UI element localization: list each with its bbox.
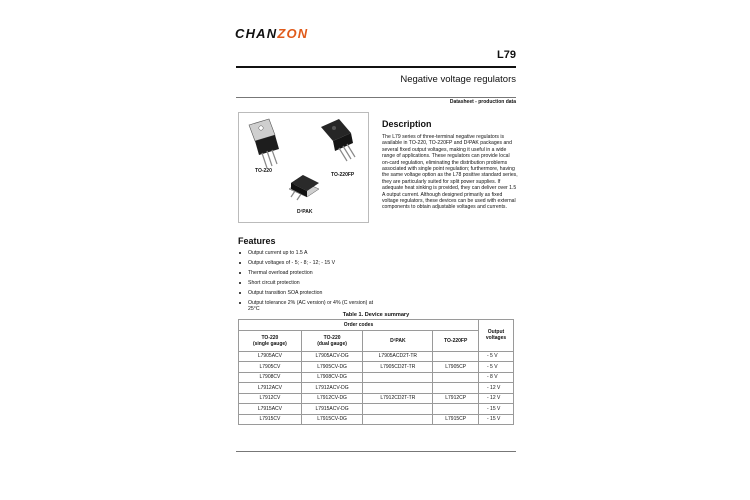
table-cell: L7905CD2T-TR — [363, 362, 433, 373]
to220fp-label: TO-220FP — [331, 172, 355, 178]
table-cell: L7912CV-DG — [301, 393, 363, 404]
table-cell: L7915CV-DG — [301, 414, 363, 425]
table-cell: - 5 V — [479, 351, 514, 362]
feature-item: Output transition SOA protection — [236, 290, 376, 296]
d2pak-label: D²PAK — [297, 209, 313, 215]
table-cell: L7908CV — [239, 372, 302, 383]
table-cell — [363, 383, 433, 394]
table-cell: - 5 V — [479, 362, 514, 373]
order-codes-header: Order codes — [239, 320, 479, 331]
feature-item: Output voltages of - 5; - 8; - 12; - 15 V — [236, 260, 376, 266]
table-cell — [363, 404, 433, 415]
to220-dual-header: TO-220 (dual gauge) — [301, 330, 363, 351]
table-row — [239, 383, 514, 394]
table-row — [239, 414, 514, 425]
description-text: The L79 series of three-terminal negative regulators is available in TO-220, TO-220FP and D²PAK packages and several fixed output voltages, making it useful in a wide range of applications. These regulators can provide local on-card regulation, eliminating the distribution problems associated with single point regulation; furthermore, having the same voltage option as the L78 positive standard series, they are particularly suited for split power supplies. If adequate heat sinking is provided, they can deliver over 1.5 A output current. Although designed primarily as fixed voltage regulators, these devices can be used with external components to obtain adjustable voltages and currents. — [382, 134, 518, 211]
table-row — [239, 351, 514, 362]
output-voltages-header: Output voltages — [479, 320, 514, 352]
table-cell: - 12 V — [479, 393, 514, 404]
table-cell: L7912CP — [433, 393, 479, 404]
table-cell: L7905CV — [239, 362, 302, 373]
part-number: L79 — [497, 49, 516, 61]
table-cell: - 8 V — [479, 372, 514, 383]
table-cell: L7905ACV-DG — [301, 351, 363, 362]
to220fp-package-image — [321, 119, 355, 161]
table-cell — [433, 372, 479, 383]
to220-package-image — [249, 119, 279, 168]
table-row — [239, 372, 514, 383]
device-summary-table — [238, 319, 514, 425]
table-cell: L7912ACV-DG — [301, 383, 363, 394]
table-cell: L7905CV-DG — [301, 362, 363, 373]
to220fp-header: TO-220FP — [433, 330, 479, 351]
feature-item: Short circuit protection — [236, 280, 376, 286]
table-row — [239, 393, 514, 404]
feature-item: Output tolerance 2% (AC version) or 4% (C version) at 25°C — [236, 300, 376, 312]
to220-label: TO-220 — [255, 168, 272, 174]
header-rule — [236, 66, 516, 68]
to220-single-header: TO-220 (single gauge) — [239, 330, 302, 351]
d2pak-header: D²PAK — [363, 330, 433, 351]
table-cell — [363, 372, 433, 383]
table-cell: L7905ACV — [239, 351, 302, 362]
table-cell: L7912CV — [239, 393, 302, 404]
table-row — [239, 404, 514, 415]
d2pak-package-image — [289, 175, 319, 200]
table-cell — [363, 414, 433, 425]
table-cell: L7912CD2T-TR — [363, 393, 433, 404]
feature-item: Thermal overload protection — [236, 270, 376, 276]
features-list — [236, 250, 376, 316]
table-cell: L7905CP — [433, 362, 479, 373]
table-cell: L7912ACV — [239, 383, 302, 394]
feature-item: Output current up to 1.5 A — [236, 250, 376, 256]
description-heading: Description — [382, 119, 432, 129]
table-cell: L7908CV-DG — [301, 372, 363, 383]
table-row — [239, 362, 514, 373]
table-cell: - 15 V — [479, 404, 514, 415]
table-cell — [433, 383, 479, 394]
datasheet-page — [228, 8, 524, 492]
package-images — [238, 112, 369, 223]
table-cell: L7915ACV-DG — [301, 404, 363, 415]
table-cell: - 15 V — [479, 414, 514, 425]
table-cell: L7915CP — [433, 414, 479, 425]
table-cell: L7905ACD2T-TR — [363, 351, 433, 362]
table-cell — [433, 351, 479, 362]
table-cell: L7915CV — [239, 414, 302, 425]
table-cell — [433, 404, 479, 415]
brand-logo: CHANZON — [235, 26, 309, 41]
table-cell: L7915ACV — [239, 404, 302, 415]
subtitle-rule — [236, 97, 516, 98]
features-heading: Features — [238, 236, 276, 246]
table-caption: Table 1. Device summary — [342, 312, 410, 318]
table-cell: - 12 V — [479, 383, 514, 394]
document-type: Datasheet - production data — [449, 99, 516, 105]
document-subtitle: Negative voltage regulators — [400, 74, 516, 85]
footer-rule — [236, 451, 516, 452]
